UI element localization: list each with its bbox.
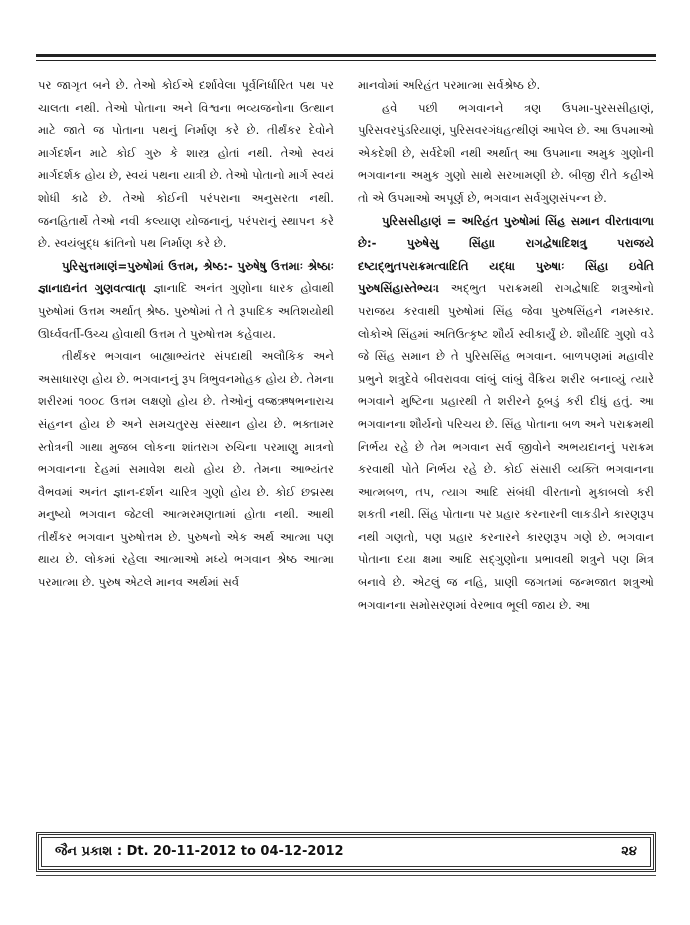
right-column [358, 74, 654, 616]
paragraph [38, 74, 334, 255]
paragraph-text: પર જાગૃત બને છે. તેઓ કોઈએ દર્શાવેલા પૂર્વનિર્ધારિત પથ પર ચાલતા નથી. તેઓ પોતાના અને વિશ્વના ભવ્યજનોના ઉત્થાન માટે જાતે જ પોતાના પથનું નિર્માણ કરે છે. તીર્થંકર દેવોને માર્ગદર્શન માટે કોઈ ગુરુ કે શાસ્ત્ર હોતાં નથી. તેઓ સ્વયં માર્ગદર્શક હોય છે, સ્વયં પથના યાત્રી છે. તેઓ પોતાનો માર્ગ સ્વયં શોધી કાઢે છે. તેઓ કોઈની પરંપરાના અનુસરતા નથી. જનહિતાર્થે તેઓ નવી કલ્યાણ યોજનાનું, પરંપરાનું સ્થાપન કરે છે. સ્વયંબુદ્ધ ક્રાંતિનો પથ નિર્માણ કરે છે. [38, 78, 334, 251]
paragraph-heading: પુરિસસીહાણં = અરિહંત પુરુષોમાં સિંહ સમાન વીરતાવાળા છે:- પુરુષેસુ સિંહા। રાગદ્વેષાદિશત્રુ પરાજયે દષ્ટાદ્ભુતપરાક્રમત્વાદિતિ યદ્ધા પુરુષાઃ સિંહા ઇવેતિ પુરુષસિંહાસ્તેભ્યઃ। [358, 213, 654, 296]
paragraph-text: અદ્ભુત પરાક્રમથી રાગદ્વેષાદિ શત્રુઓનો પરાજય કરવાથી પુરુષોમાં સિંહ જેવા પુરુષસિંહને નમસ્કાર. લોકોએ સિંહમાં અતિઉત્કૃષ્ટ શૌર્ય સ્વીકાર્યું છે. શૌર્યાદિ ગુણો વડે જે સિંહ સમાન છે તે પુરિસસિંહ ભગવાન. બાળપણમાં મહાવીર પ્રભુને શત્રુદેવે બીવરાવવા લાંબું લાંબું વૈક્રિય શરીર બનાવ્યું ત્યારે ભગવાને મુષ્ટિના પ્રહારથી તે શરીરને ઠૂબડું કરી દીધું હતું. આ ભગવાનના શૌર્યનો પરિચય છે. સિંહ પોતાના બળ અને પરાક્રમથી નિર્ભય રહે છે તેમ ભગવાન સર્વ જીવોને અભયદાનનું પરાક્રમ કરવાથી પોતે નિર્ભય રહે છે. કોઈ સંસારી વ્યક્તિ ભગવાનના આત્મબળ, તપ, ત્યાગ આદિ સંબંધી વીરતાનો મુકાબલો કરી શકતી નથી. સિંહ પોતાના પર પ્રહાર કરનારની લાકડીને કારણરૂપ નથી ગણતો, પણ પ્રહાર કરનારને કારણરૂપ ગણે છે. ભગવાન પોતાના દયા ક્ષમા આદિ સદ્ગુણોના પ્રભાવથી શત્રુને પણ મિત્ર બનાવે છે. એટલું જ નહિ, પ્રાણી જગતમાં જન્મજાત શત્રુઓ ભગવાનના સમોસરણમાં વેરભાવ ભૂલી જાય છે. આ [358, 281, 654, 612]
page-number: ૨૪ [621, 844, 637, 859]
paragraph [38, 255, 334, 345]
paragraph-text: જ્ઞાનાદિ અનંત ગુણોના ધારક હોવાથી પુરુષોમાં ઉત્તમ અર્થાત્ શ્રેષ્ઠ. પુરુષોમાં તે તે રૂપાદિક અતિશયોથી ઊર્ધ્વવર્તી-ઉચ્ચ હોવાથી ઉત્તમ તે પુરુષોત્તમ કહેવાય. [38, 281, 334, 341]
header-rule-thick [36, 54, 656, 57]
paragraph [358, 97, 654, 210]
left-column [38, 74, 334, 594]
paragraph-heading: પુરિસુત્તમાણં=પુરુષોમાં ઉત્તમ, શ્રેષ્ઠ:- પુરુષેષુ ઉત્તમાઃ શ્રેષ્ઠાઃ જ્ઞાનાદ્યનંત ગુણવત્વાત્। [38, 258, 334, 296]
paragraph [358, 74, 654, 97]
footer-publication-date: જૈન પ્રકાશ : Dt. 20-11-2012 to 04-12-2012 [55, 844, 344, 859]
paragraph-text: તીર્થંકર ભગવાન બાહ્યાભ્યંતર સંપદાથી અલૌકિક અને અસાધારણ હોય છે. ભગવાનનું રૂપ ત્રિભુવનમોહક હોય છે. તેમના શરીરમાં ૧૦૦૮ ઉત્તમ લક્ષણો હોય છે. તેઓનું વજ્રઋષભનારાચ સંહનન હોય છે અને સમચતુરસ્ર સંસ્થાન હોય છે. ભક્તામર સ્તોત્રની ગાથા મુજબ લોકના શાંતરાગ રુચિના પરમાણુ માત્રનો ભગવાનના દેહમાં સમાવેશ થયો હોય છે. તેમના આભ્યંતર વૈભવમાં અનંત જ્ઞાન-દર્શન ચારિત્ર ગુણો હોય છે. કોઈ છદ્મસ્થ મનુષ્યો ભગવાન જેટલી આત્મરમણતામાં હોતા નથી. આથી તીર્થંકર ભગવાન પુરુષોત્તમ છે. પુરુષનો એક અર્થ આત્મા પણ થાય છે. લોકમાં રહેલા આત્માઓ મધ્યે ભગવાન શ્રેષ્ઠ આત્મા પરમાત્મા છે. પુરુષ એટલે માનવ અર્થમાં સર્વ [38, 349, 334, 590]
paragraph-text: હવે પછી ભગવાનને ત્રણ ઉપમા-પુરસસીહાણં, પુરિસવરપુંડરિયાણં, પુરિસવરગંધહત્થીણં આપેલ છે. આ ઉપમાઓ એકદેશી છે, સર્વદેશી નથી અર્થાત્ આ ઉપમાના અમુક ગુણોની ભગવાનના અમુક ગુણો સાથે સરખામણી છે. બીજી રીતે કહીએ તો એ ઉપમાઓ અપૂર્ણ છે, ભગવાન સર્વગુણસંપન્ન છે. [358, 100, 654, 205]
footer-rule [36, 875, 656, 876]
header-rule-thin [36, 60, 656, 61]
paragraph-text: માનવોમાં અરિહંત પરમાત્મા સર્વશ્રેષ્ઠ છે. [358, 78, 541, 92]
footer [36, 832, 656, 872]
paragraph [358, 210, 654, 617]
paragraph [38, 345, 334, 594]
